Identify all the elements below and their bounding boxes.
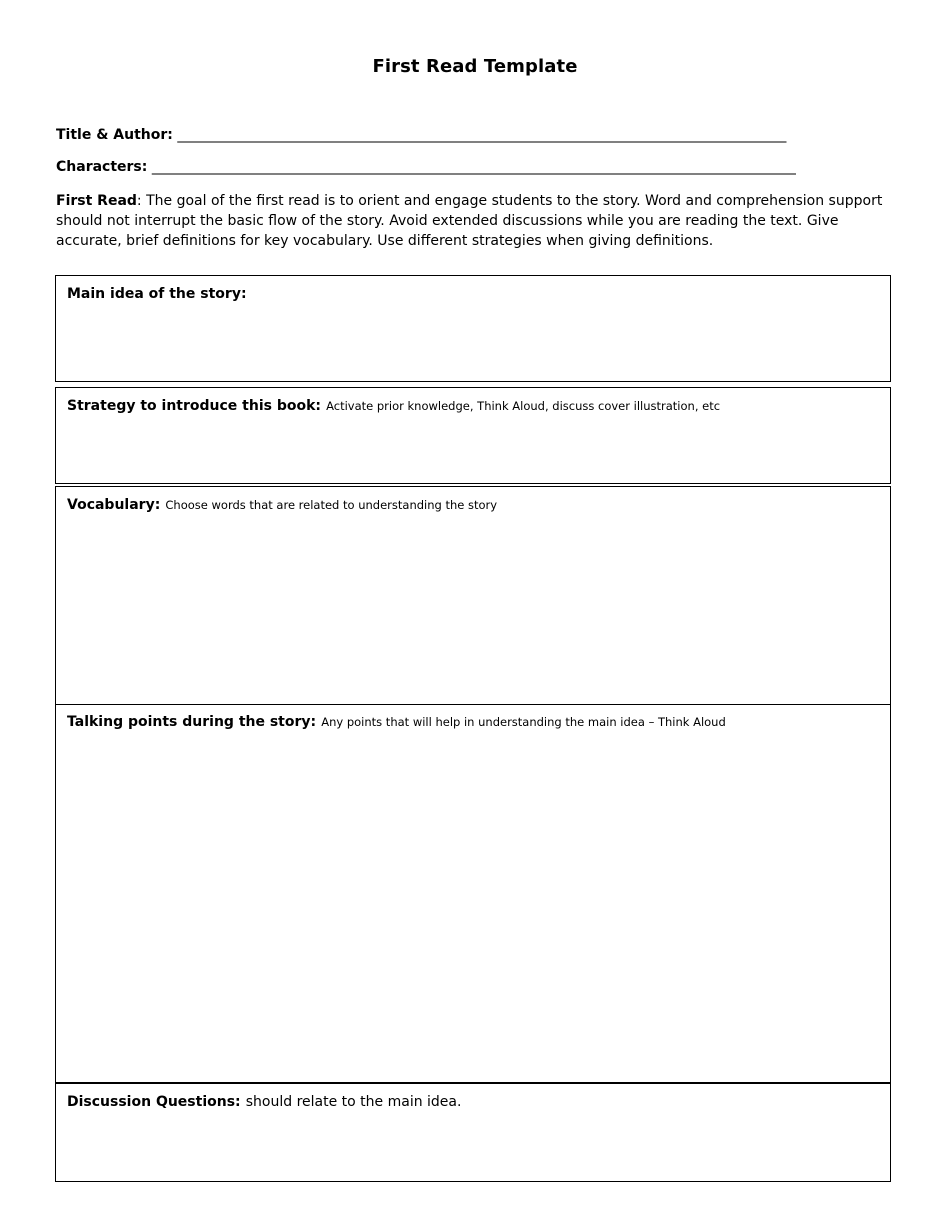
strategy-label: Strategy to introduce this book: [67, 398, 321, 414]
characters-blank[interactable]: ____________________________________________________________________________________________ [147, 159, 796, 175]
talking-points-header [67, 711, 726, 730]
title-author-label: Title & Author: [56, 127, 173, 143]
characters-field[interactable] [56, 159, 892, 175]
discussion-box[interactable] [55, 1083, 891, 1182]
vocabulary-box[interactable] [55, 486, 891, 705]
vocabulary-hint: Choose words that are related to understanding the story [165, 498, 498, 512]
talking-points-box[interactable] [55, 704, 891, 1083]
title-author-blank[interactable]: _______________________________________________________________________________________ [172, 127, 787, 143]
main-idea-box[interactable] [55, 275, 891, 382]
first-read-text: : The goal of the first read is to orient and engage students to the story. Word and comprehension support should not interrupt the basic flow of the story. Avoid extended discussions while you are reading the text. Give accurate, brief definitions for key vocabulary. Use different strategies when giving definitions. [56, 193, 883, 249]
main-idea-header [67, 283, 247, 302]
discussion-hint: should relate to the main idea. [245, 1094, 462, 1110]
first-read-instructions [56, 191, 892, 251]
strategy-header [67, 395, 720, 414]
talking-points-hint: Any points that will help in understanding the main idea – Think Aloud [321, 715, 726, 729]
talking-points-label: Talking points during the story: [67, 714, 317, 730]
title-author-field[interactable] [56, 127, 890, 143]
characters-label: Characters: [56, 159, 148, 175]
strategy-hint: Activate prior knowledge, Think Aloud, discuss cover illustration, etc [326, 399, 721, 413]
vocabulary-header [67, 494, 497, 513]
vocabulary-label: Vocabulary: [67, 497, 161, 513]
main-idea-label: Main idea of the story: [67, 286, 247, 302]
discussion-header [67, 1091, 461, 1110]
first-read-label: First Read [56, 193, 137, 209]
discussion-label: Discussion Questions: [67, 1094, 241, 1110]
page-title: First Read Template [372, 56, 578, 77]
strategy-box[interactable] [55, 387, 891, 484]
